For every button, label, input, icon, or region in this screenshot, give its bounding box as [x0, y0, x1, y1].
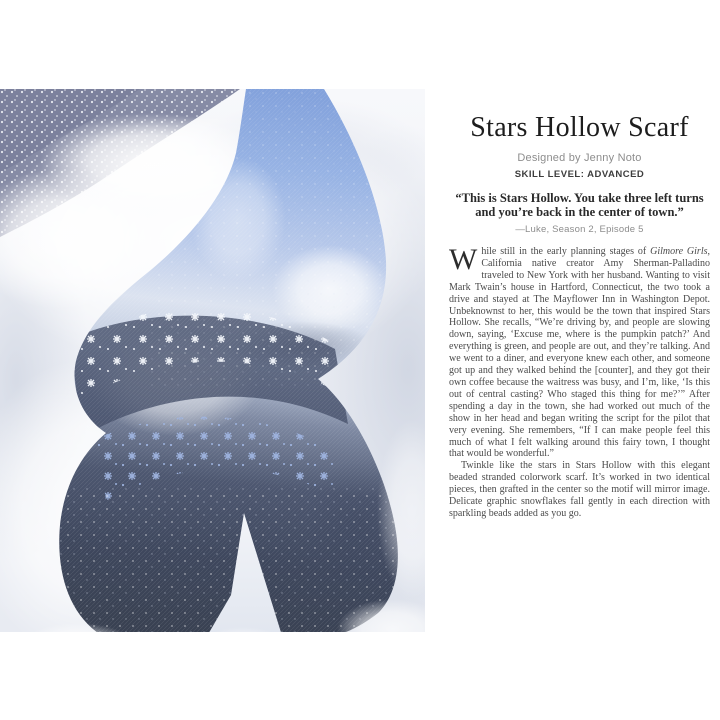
- scarf-photo-art: [0, 89, 425, 632]
- drop-cap: W: [449, 243, 478, 276]
- article-body: [449, 243, 710, 520]
- quote-attribution: —Luke, Season 2, Episode 5: [515, 224, 644, 235]
- scarf-photo: [0, 89, 425, 632]
- episode-quote-line1: “This is Stars Hollow. You take three left turns: [455, 191, 704, 205]
- skill-level-label: SKILL LEVEL: ADVANCED: [514, 169, 645, 180]
- show-title-italic: Gilmore Girls: [650, 246, 708, 257]
- paragraph1-text-pre: hile still in the early planning stages of: [481, 246, 651, 257]
- episode-quote-line2: and you’re back in the center of town.”: [475, 205, 684, 219]
- article-paragraph-1: [449, 243, 710, 460]
- article-paragraph-2: Twinkle like the stars in Stars Hollow with this elegant beaded stranded colorwork scarf. It’s worked in two identical pieces, then grafted in the center so the motif will mirror image. Delicate graphic snowflakes fall gently in each direction with sparkling beads added as you go.: [449, 460, 710, 519]
- paragraph1-text-post: , California native creator Amy Sherman-Palladino traveled to New York with her husband. Wanting to visit Mark Twain’s house in Hartford, Connecticut, the two took a drive and stayed at The Mayflower Inn in Washington Depot. Unbeknownst to her, this would be the town that inspired Stars Hollow. She recalls, “We’re driving by, and people are slowing down, saying, ‘Excuse me, where is the pumpkin patch?’ And everything is green, and people are out, and they’re talking. And we went to a diner, and everyone knew each other, and someone got up and they walked behind the [counter], and they got their own coffee because the waitress was busy, and I’m, like, ‘Is this out of central casting? Who staged this thing for me?’” After spending a day in the town, she had worked out much of the show in her head and began writing the script for the pilot that very evening. She remembers, “If I can make people feel this much of what I felt walking around this fairy town, I thought that would be wonderful.”: [449, 246, 710, 460]
- pattern-intro-column: [449, 112, 710, 520]
- page-title: Stars Hollow Scarf: [470, 112, 689, 143]
- designer-byline: Designed by Jenny Noto: [517, 152, 642, 164]
- episode-quote: [449, 191, 710, 219]
